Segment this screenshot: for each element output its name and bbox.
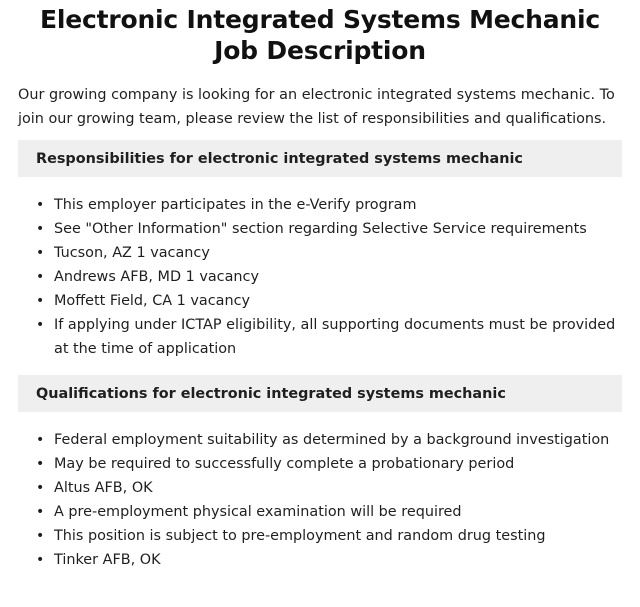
page-title: Electronic Integrated Systems Mechanic Job Description [39,5,600,65]
responsibilities-list [18,193,622,361]
qualifications-heading [18,375,622,412]
bullet-icon: • [36,269,45,285]
list-item: • If applying under ICTAP eligibility, all supporting documents must be provided at the time of application [36,313,622,361]
list-item: • Tucson, AZ 1 vacancy [36,241,622,265]
list-item: • See "Other Information" section regarding Selective Service requirements [36,217,622,241]
qualifications-heading-text: Qualifications for electronic integrated systems mechanic [36,385,506,402]
bullet-icon: • [36,552,45,568]
bullet-icon: • [36,504,45,520]
list-item: • Altus AFB, OK [36,476,622,500]
list-item: • Andrews AFB, MD 1 vacancy [36,265,622,289]
bullet-icon: • [36,245,45,261]
bullet-icon: • [36,480,45,496]
list-item: • A pre-employment physical examination will be required [36,500,622,524]
bullet-icon: • [36,293,45,309]
list-item: • This employer participates in the e-Verify program [36,193,622,217]
bullet-icon: • [36,528,45,544]
list-item: • Federal employment suitability as determined by a background investigation [36,428,622,452]
bullet-icon: • [36,197,45,213]
bullet-icon: • [36,456,45,472]
list-item: • May be required to successfully complete a probationary period [36,452,622,476]
responsibilities-heading [18,140,622,177]
list-item: • This position is subject to pre-employment and random drug testing [36,524,622,548]
bullet-icon: • [36,317,45,333]
qualifications-list [18,428,622,572]
bullet-icon: • [36,432,45,448]
bullet-icon: • [36,221,45,237]
list-item: • Moffett Field, CA 1 vacancy [36,289,622,313]
intro-paragraph: Our growing company is looking for an electronic integrated systems mechanic. To join our growing team, please review the list of responsibilities and qualifications. [18,87,615,127]
responsibilities-heading-text: Responsibilities for electronic integrated systems mechanic [36,150,523,167]
list-item: • Tinker AFB, OK [36,548,622,572]
